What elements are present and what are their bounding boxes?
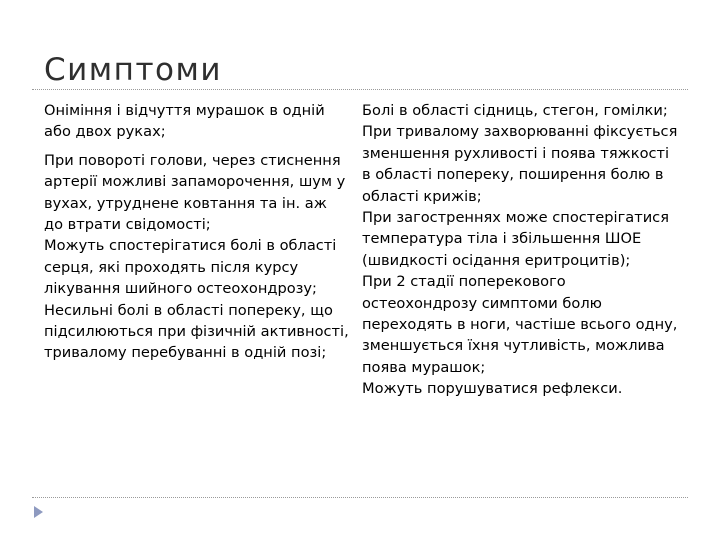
symptom-item: При повороті голови, через стиснення артерії можливі запаморочення, шум у вухах, утруднене ковтання та ін. аж до втрати свідомості; — [44, 151, 346, 234]
symptom-item: Оніміння і відчуття мурашок в одній або двох руках; — [44, 102, 325, 141]
symptom-item: При тривалому захворюванні фіксується зменшення рухливості і поява тяжкості в області попереку, поширення болю в області крижів; — [362, 123, 678, 205]
symptom-item: Можуть порушуватися рефлекси. — [362, 380, 623, 398]
symptom-item: При загостреннях може спостерігатися температура тіла і збільшення ШОЕ (швидкості осідання еритроцитів); — [362, 209, 669, 269]
slide-title: Симптоми — [44, 52, 223, 88]
title-divider — [32, 89, 688, 90]
left-column — [44, 100, 350, 364]
symptom-item: Несильні болі в області попереку, що підсилюються при фізичній активності, тривалому перебуванні в одній позі; — [44, 301, 349, 362]
symptom-item: Можуть спостерігатися болі в області серця, які проходять після курсу лікування шийного остеохондрозу; — [44, 237, 337, 298]
triangle-right-icon — [34, 506, 43, 518]
footer-divider — [32, 497, 688, 498]
right-column — [362, 100, 682, 400]
symptom-item: Болі в області сідниць, стегон, гомілки; — [362, 102, 668, 119]
symptom-item: При 2 стадії поперекового остеохондрозу симптоми болю переходять в ноги, частіше всього одну, зменшується їхня чутливість, можлива поява мурашок; — [362, 273, 678, 376]
